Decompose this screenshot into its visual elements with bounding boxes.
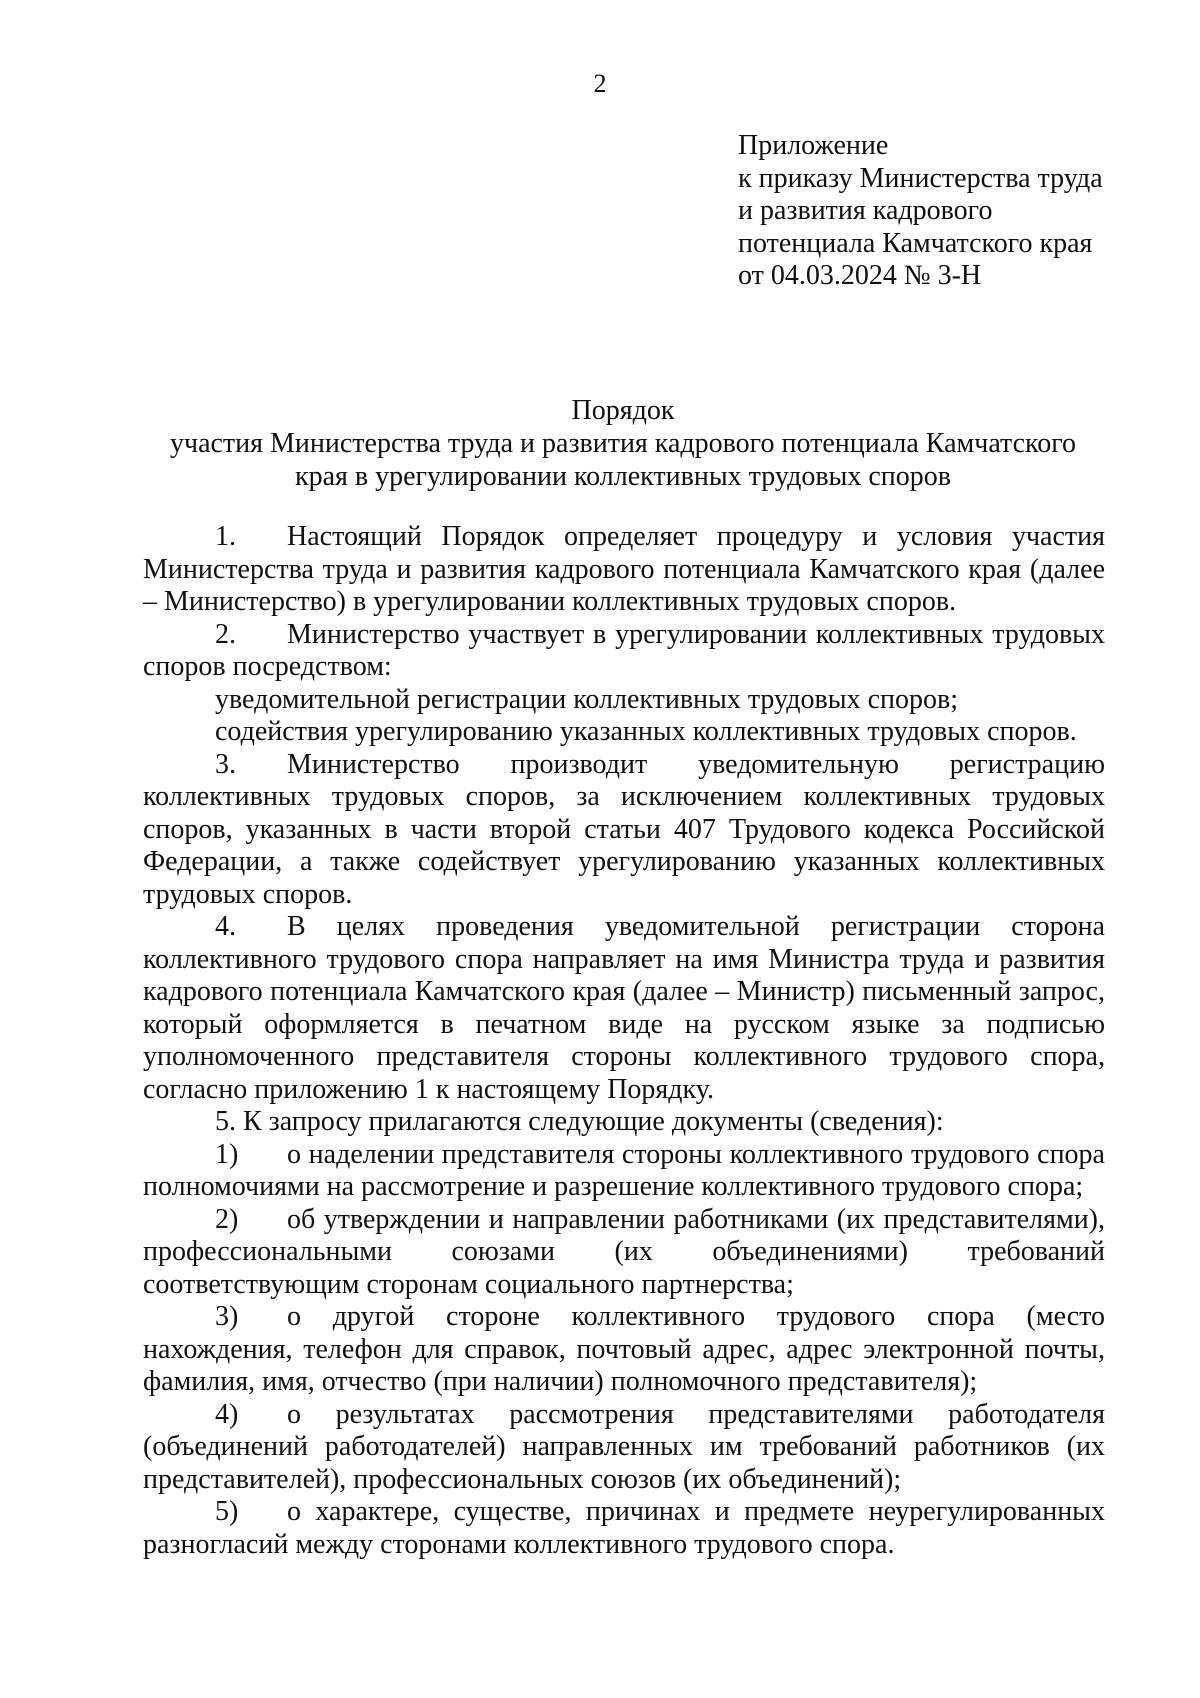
paragraph-text: Министерство производит уведомительную регистрацию коллективных трудовых споров, за исключением коллективных трудовых споров, указанных в части второй статьи 407 Трудового кодекса Российской Федерации, а также содействует урегулированию указанных коллективных трудовых споров.: [143, 748, 1105, 910]
paragraph-text: уведомительной регистрации коллективных трудовых споров;: [215, 683, 958, 715]
paragraph-number: 1.: [215, 521, 236, 552]
paragraph-text: Министерство участвует в урегулировании коллективных трудовых споров посредством:: [143, 618, 1105, 682]
paragraph: [143, 1496, 1105, 1561]
paragraph: [143, 1399, 1105, 1497]
paragraph-text: о наделении представителя стороны коллективного трудового спора полномочиями на рассмотрение и разрешение коллективного трудового спора;: [143, 1138, 1105, 1202]
appendix-line: от 04.03.2024 № 3-Н: [738, 260, 982, 291]
paragraph: [143, 1139, 1105, 1204]
paragraph-number: 3): [215, 1301, 239, 1332]
title-line: участия Министерства труда и развития кадрового потенциала Камчатского: [169, 428, 1076, 459]
paragraph: [143, 1301, 1105, 1399]
paragraph-text: о результатах рассмотрения представителями работодателя (объединений работодателей) направленных им требований работников (их представителей), профессиональных союзов (их объединений);: [143, 1398, 1105, 1495]
paragraph-text: 5. К запросу прилагаются следующие документы (сведения):: [215, 1106, 944, 1137]
paragraph-number: 4): [215, 1398, 239, 1430]
paragraph-number: 1): [215, 1138, 239, 1170]
paragraph: [143, 749, 1105, 912]
paragraph: [143, 619, 1105, 684]
paragraph-number: 2.: [215, 618, 236, 650]
appendix-line: к приказу Министерства труда: [738, 162, 1103, 194]
paragraph: [143, 911, 1105, 1106]
paragraph-number: 5): [215, 1496, 239, 1527]
title-line: края в урегулировании коллективных трудовых споров: [294, 461, 952, 492]
paragraph-text: В целях проведения уведомительной регистрации сторона коллективного трудового спора направляет на имя Министра труда и развития кадрового потенциала Камчатского края (далее – Министр) письменный запрос, который оформляется в печатном виде на русском языке за подписью уполномоченного представителя стороны коллективного трудового спора, согласно приложению 1 к настоящему Порядку.: [143, 911, 1105, 1105]
paragraph-text: об утверждении и направлении работниками (их представителями), профессиональными союзами (их объединениями) требований соответствующим сторонам социального партнерства;: [143, 1203, 1105, 1300]
paragraph-number: 4.: [215, 911, 236, 942]
paragraph-text: о характере, существе, причинах и предмете неурегулированных разногласий между сторонами коллективного трудового спора.: [143, 1496, 1105, 1560]
paragraph: [143, 716, 1105, 749]
paragraph: [143, 684, 1105, 717]
paragraph: [143, 1106, 1105, 1139]
appendix-line: потенциала Камчатского края: [738, 227, 1093, 259]
document-body: [143, 521, 1105, 1561]
page-number: 2: [593, 69, 607, 98]
paragraph-number: 2): [215, 1203, 239, 1235]
title-line: Порядок: [571, 395, 675, 426]
paragraph-text: Настоящий Порядок определяет процедуру и условия участия Министерства труда и развития кадрового потенциала Камчатского края (далее – Министерство) в урегулировании коллективных трудовых споров.: [143, 521, 1105, 617]
paragraph-text: содействия урегулированию указанных коллективных трудовых споров.: [215, 716, 1077, 747]
paragraph-number: 3.: [215, 748, 236, 780]
paragraph: [143, 1204, 1105, 1302]
appendix-line: и развития кадрового: [738, 195, 993, 226]
appendix-line: Приложение: [738, 130, 889, 161]
paragraph: [143, 521, 1105, 619]
document-title: [140, 394, 1106, 493]
paragraph-text: о другой стороне коллективного трудового спора (место нахождения, телефон для справок, почтовый адрес, адрес электронной почты, фамилия, имя, отчество (при наличии) полномочного представителя);: [143, 1301, 1105, 1397]
appendix-block: [738, 130, 1178, 293]
